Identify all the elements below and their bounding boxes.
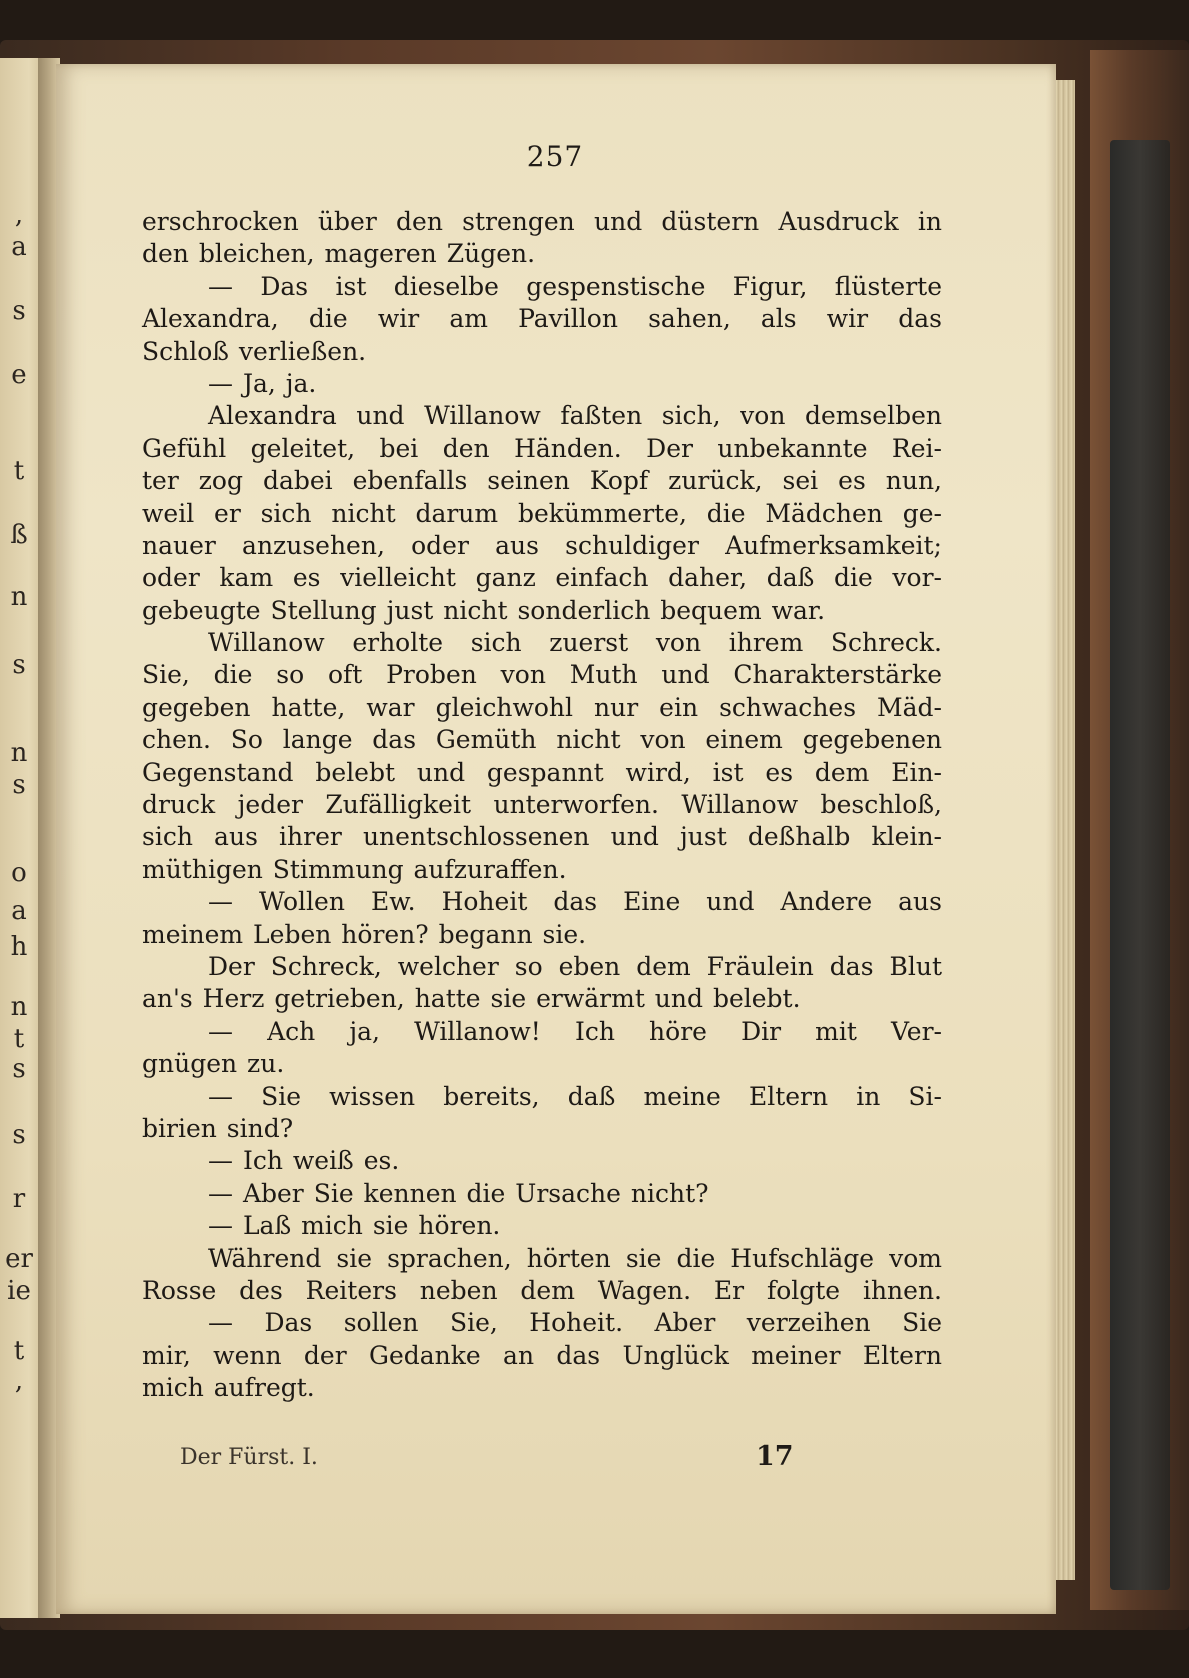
text-line: Der Schreck, welcher so eben dem Fräulein das Blut	[208, 951, 942, 981]
previous-page-fragment: e	[11, 360, 27, 390]
text-line: mir, wenn der Gedanke an das Unglück meiner Eltern	[142, 1340, 942, 1370]
text-line: gegeben hatte, war gleichwohl nur ein schwaches Mäd-	[142, 692, 942, 722]
previous-page-fragment: a	[11, 896, 27, 926]
previous-page-fragment: a	[11, 232, 27, 262]
previous-page-fragment: o	[11, 858, 27, 888]
text-line: — Das ist dieselbe gespenstische Figur, flüsterte	[208, 271, 942, 301]
text-line: — Ja, ja.	[208, 368, 317, 398]
previous-page-fragments	[0, 0, 40, 1678]
text-line: müthigen Stimmung aufzuraffen.	[142, 854, 567, 884]
previous-page-fragment: s	[12, 1120, 26, 1150]
text-line: — Aber Sie kennen die Ursache nicht?	[208, 1178, 709, 1208]
text-line: den bleichen, mageren Zügen.	[142, 239, 536, 269]
text-line: birien sind?	[142, 1113, 294, 1143]
text-line: — Ich weiß es.	[208, 1146, 400, 1176]
text-line: mich aufregt.	[142, 1373, 315, 1403]
text-line: — Das sollen Sie, Hoheit. Aber verzeihen Sie	[208, 1308, 942, 1338]
previous-page-fragment: ie	[7, 1276, 31, 1306]
page-number: 257	[526, 140, 584, 173]
cover-band	[1110, 140, 1170, 1590]
footer-signature: Der Fürst. I.	[180, 1445, 318, 1470]
previous-page-fragment: n	[10, 992, 28, 1022]
previous-page-fragment: t	[13, 1024, 25, 1054]
text-line: weil er sich nicht darum bekümmerte, die Mädchen ge-	[142, 498, 942, 528]
previous-page-fragment: s	[12, 770, 26, 800]
text-line: Während sie sprachen, hörten sie die Hufschläge vom	[208, 1243, 942, 1273]
previous-page-fragment: s	[12, 1054, 26, 1084]
text-line: erschrocken über den strengen und düstern Ausdruck in	[142, 207, 942, 236]
previous-page-fragment: ,	[14, 200, 24, 230]
previous-page-fragment: s	[12, 650, 26, 680]
previous-page-fragment: s	[12, 296, 26, 326]
text-line: gebeugte Stellung just nicht sonderlich bequem war.	[142, 595, 826, 625]
text-line: oder kam es vielleicht ganz einfach daher, daß die vor-	[142, 563, 942, 593]
text-line: — Sie wissen bereits, daß meine Eltern in Si-	[208, 1081, 942, 1111]
text-line: Rosse des Reiters neben dem Wagen. Er folgte ihnen.	[142, 1275, 942, 1305]
text-line: Alexandra und Willanow faßten sich, von demselben	[208, 401, 942, 431]
text-line: gnügen zu.	[142, 1049, 285, 1079]
previous-page-fragment: n	[10, 582, 28, 612]
previous-page-fragment: er	[5, 1244, 33, 1274]
previous-page-fragment: ß	[10, 520, 28, 550]
text-line: Sie, die so oft Proben von Muth und Charakterstärke	[142, 660, 942, 690]
text-line: sich aus ihrer unentschlossenen und just deßhalb klein-	[142, 822, 942, 852]
text-line: Gegenstand belebt und gespannt wird, ist es dem Ein-	[142, 757, 942, 787]
body-text	[142, 206, 942, 1404]
text-line: Willanow erholte sich zuerst von ihrem Schreck.	[208, 628, 942, 658]
text-line: Gefühl geleitet, bei den Händen. Der unbekannte Rei-	[142, 433, 942, 463]
footer-sheet-number: 17	[756, 1441, 794, 1472]
previous-page-fragment: r	[12, 1184, 26, 1214]
text-line: an's Herz getrieben, hatte sie erwärmt und belebt.	[142, 984, 801, 1014]
text-line: druck jeder Zufälligkeit unterworfen. Willanow beschloß,	[142, 790, 942, 820]
text-line: — Laß mich sie hören.	[208, 1211, 501, 1241]
previous-page-fragment: t	[13, 456, 25, 486]
page-footer	[180, 1441, 800, 1479]
text-line: Schloß verließen.	[142, 336, 367, 366]
text-line: — Wollen Ew. Hoheit das Eine und Andere aus	[208, 887, 942, 917]
text-line: meinem Leben hören? begann sie.	[142, 919, 587, 949]
text-line: Alexandra, die wir am Pavillon sahen, als wir das	[142, 304, 942, 334]
previous-page-fragment: ,	[14, 1366, 24, 1396]
previous-page-fragment: n	[10, 738, 28, 768]
text-line: ter zog dabei ebenfalls seinen Kopf zurück, sei es nun,	[142, 466, 942, 496]
text-line: nauer anzusehen, oder aus schuldiger Aufmerksamkeit;	[142, 530, 942, 560]
text-line: chen. So lange das Gemüth nicht von einem gegebenen	[142, 725, 942, 755]
text-line: — Ach ja, Willanow! Ich höre Dir mit Ver-	[208, 1016, 942, 1046]
previous-page-fragment: t	[13, 1336, 25, 1366]
previous-page-fragment: h	[10, 932, 28, 962]
